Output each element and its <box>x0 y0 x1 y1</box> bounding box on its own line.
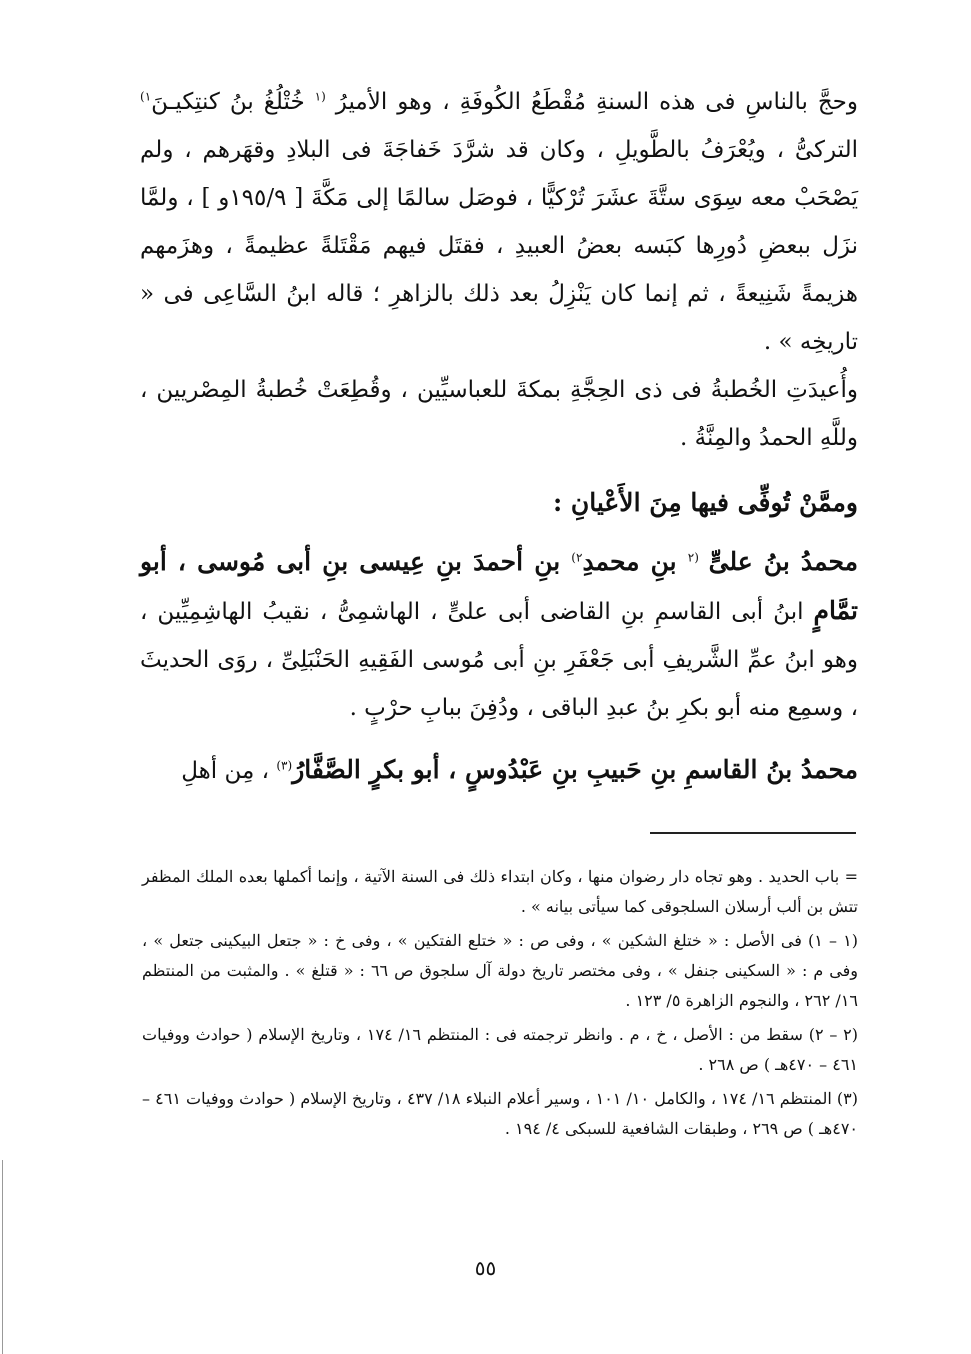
main-text <box>140 78 858 795</box>
scan-edge-line <box>2 1160 3 1354</box>
footnote-3: (٣) المنتظم ١٦/ ١٧٤ ، والكامل ١٠/ ١٠١ ، وسير أعلام النبلاء ١٨/ ٤٣٧ ، وتاريخ الإسلام ( حوادث ووفيات ٤٦١ – ٤٧٠هـ ) ص ٢٦٩ ، وطبقات الشافعية للسبكى ٤/ ١٩٤ . <box>142 1089 858 1138</box>
section-heading: وممَّنْ تُوفِّى فيها مِنَ الأَعْيانِ : <box>552 488 858 517</box>
footnote-marker-1-open: (١ <box>314 89 326 104</box>
biography-entry-1 <box>140 538 858 732</box>
footnote-separator <box>650 832 856 834</box>
bio2-text: ، مِن أهلِ <box>181 758 277 784</box>
footnote-marker-1-close: ١) <box>140 89 152 104</box>
bio1-name-middle: بنِ محمدِ <box>582 547 688 576</box>
footnote-marker-2-close: ٢) <box>571 550 583 565</box>
bio1-name-end: بنِ أحمدَ بنِ عِيسى بنِ أبى مُوسى ، أبو تمَّامٍ <box>140 547 858 625</box>
footnote-marker-3: (٣) <box>276 758 293 773</box>
footnote-continuation: = باب الحديد . وهو تجاه دار رضوان منها ، وكان ابتداء ذلك فى السنة الآتية ، وإنما أكملها بعده الملك المظفر تتش بن ألب أرسلان السلجوقى كما سيأتى بيانه » . <box>142 867 858 916</box>
biography-entry-2 <box>140 746 858 795</box>
paragraph-text: التركىُّ ، ويُعْرَفُ بالطَّويلِ ، وكان قد شرَّدَ خَفاجَةَ فى البلادِ وقهَرهم ، ولم يَصْحَبْ معه سِوَى ستَّةَ عشَرَ تُرْكيًّا ، فوصَل سالمًا إلى مَكَّةَ [ ١٩٥/٩و ] ، ولمَّا نزَل ببعضِ دُورِها كبَسه بعضُ العبيدِ ، فقتَل فيهم مَقْتَلةً عظيمةً ، وهزَمهم هزيمةً شَنِيعةً ، ثم إنما كان يَنْزِلُ بعد ذلك بالزاهرِ ؛ قاله ابنُ السَّاعِى فى « تاريخِه » . <box>140 137 858 355</box>
footnote-2: (٢ – ٢) سقط من : الأصل ، خ ، م . وانظر ترجمته فى : المنتظم ١٦/ ١٧٤ ، وتاريخ الإسلام ( حوادث ووفيات ٤٦١ – ٤٧٠هـ ) ص ٢٦٨ . <box>142 1025 859 1074</box>
paragraph-text: وحجَّ بالناسِ فى هذه السنةِ مُقْطَعُ الكُوفَةِ ، وهو الأميرُ <box>335 89 859 115</box>
footnote-1: (١ – ١) فى الأصل : « ختلغ الشكين » ، وفى ص : « ختلع الفتكين » ، وفى خ : « جتعل البيكينى جتعل » ، وفى م : « السكينى جنفل » ، وفى مختصر تاريخ دولة آل سلجوق ص ٦٦ : « قتلغ » . والمثبت من المنتظم ١٦/ ٢٦٢ ، والنجوم الزاهرة ٥/ ١٢٣ . <box>142 931 859 1010</box>
emir-name: خُتْلُغُ بنُ كنتِكيـنَ <box>151 89 315 115</box>
footnotes <box>142 862 858 1148</box>
bio2-name: محمدُ بنُ القاسمِ بنِ حَبيبِ بنِ عَبْدُوسٍ ، أبو بكرٍ الصَّفَّارُ <box>292 755 858 784</box>
footnote-marker-2-open: (٢ <box>687 550 699 565</box>
khutba-paragraph: وأُعيدَتِ الخُطبةُ فى ذى الحِجَّةِ بمكةَ للعباسيِّين ، وقُطِعَتْ خُطبةُ المِصْريين ، وللَّهِ الحمدُ والمِنَّةُ . <box>140 377 858 451</box>
page-number: ٥٥ <box>474 1256 497 1280</box>
bio1-text: ابنُ أبى القاسمِ بنِ القاضى أبى علىٍّ ، الهاشمِىُّ ، نقيبُ الهاشِمِيِّين ، وهو ابنُ عمِّ الشَّريفِ أبى جَعْفَرِ بنِ أبى مُوسى الفَقِيهِ الحَنْبَلِىِّ ، روَى الحديثَ ، وسمِع منه أبو بكرِ بنُ عبدِ الباقى ، ودُفِنَ ببابِ حرْبٍ . <box>140 599 858 721</box>
bio1-name-start: محمدُ بنُ علىٍّ <box>708 547 858 576</box>
opening-paragraph <box>140 78 858 366</box>
